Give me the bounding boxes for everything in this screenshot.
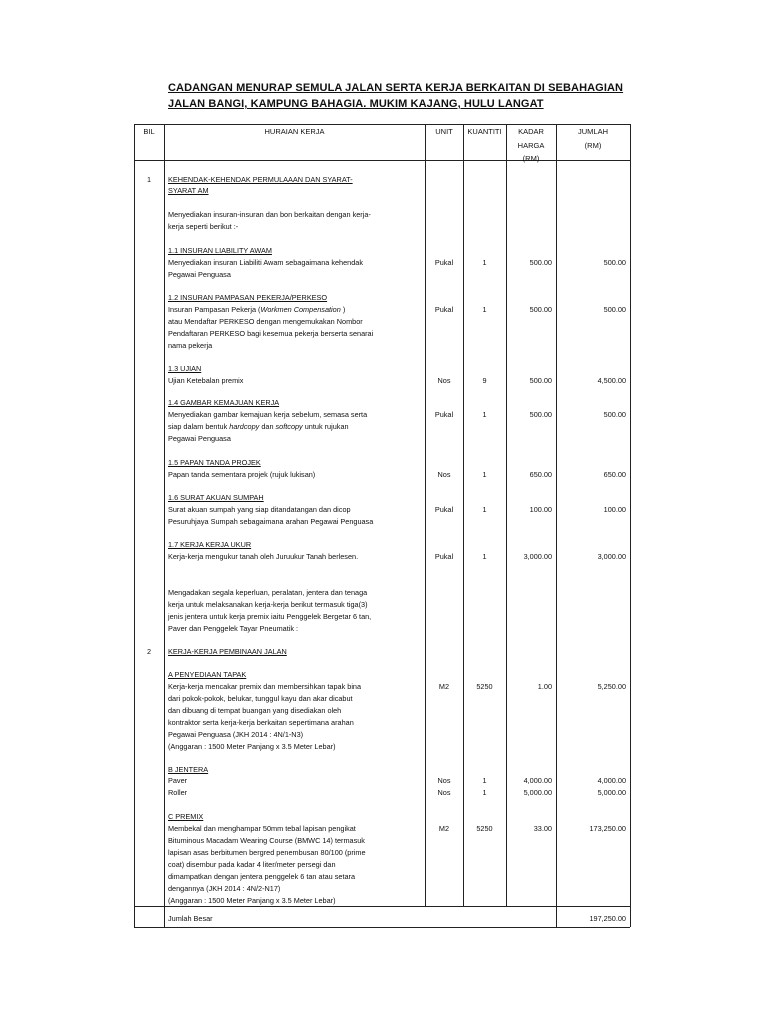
item-b-paver-label: Paver [168, 776, 188, 785]
item-b-paver-rate: 4,000.00 [523, 776, 552, 785]
item-1-2-desc-text: Insuran Pampasan Pekerja ( [168, 305, 261, 314]
item-1-3-qty: 9 [482, 376, 487, 385]
document-title-line-1: CADANGAN MENURAP SEMULA JALAN SERTA KERJA BERKAITAN DI SEBAHAGIAN [168, 82, 624, 94]
item-c-qty: 5250 [476, 824, 493, 833]
item-a-desc-line-4: kontraktor serta kerja-kerja berkaitan sepertimana arahan [168, 718, 354, 727]
item-1-2-title: 1.2 INSURAN PAMPASAN PEKERJA/PERKESO [168, 293, 328, 302]
header-kadar-harga [506, 125, 556, 166]
item-a-title: A PENYEDIAAN TAPAK [168, 670, 247, 679]
item-1-7-unit: Pukal [434, 552, 454, 561]
item-1-2-desc-line-3: Pendaftaran PERKESO bagi kesemua pekerja berserta senarai [168, 329, 374, 338]
item-1-4-desc-line-1: Menyediakan gambar kemajuan kerja sebelum, semasa serta [168, 410, 368, 419]
item-1-6-desc-line-2: Pesuruhjaya Sumpah sebagaimana arahan Pegawai Penguasa [168, 517, 374, 526]
item-1-1-qty: 1 [482, 258, 487, 267]
machinery-note-line-1: Mengadakan segala keperluan, peralatan, jentera dan tenaga [168, 588, 368, 597]
machinery-note-line-2: kerja untuk melaksanakan kerja-kerja berikut termasuk tiga(3) [168, 600, 368, 609]
item-1-3-unit: Nos [437, 376, 451, 385]
item-1-1-desc-line-2: Pegawai Penguasa [168, 270, 231, 279]
item-c-title: C PREMIX [168, 812, 204, 821]
item-1-6-rate: 100.00 [529, 505, 552, 514]
item-1-4-desc-softcopy: softcopy [275, 422, 303, 431]
item-1-2-desc-close: ) [340, 305, 346, 314]
item-1-5-amount: 650.00 [603, 470, 626, 479]
item-b-paver-unit: Nos [437, 776, 451, 785]
item-c-desc-line-2: Bituminous Macadam Wearing Course (BMWC 14) termasuk [168, 836, 365, 845]
item-c-desc-line-4: coat) disembur pada kadar 4 liter/meter persegi dan [168, 860, 336, 869]
machinery-note-line-3: jenis jentera untuk kerja premix iaitu Penggelek Bergetar 6 tan, [168, 612, 372, 621]
item-b-roller-amount: 5,000.00 [597, 788, 626, 797]
item-a-rate: 1.00 [537, 682, 552, 691]
machinery-note-line-4: Paver dan Penggelek Tayar Pneumatik : [168, 624, 299, 633]
item-1-1-title: 1.1 INSURAN LIABILITY AWAM [168, 246, 272, 255]
col-divider-bil [164, 124, 165, 927]
item-1-4-desc-line-3: Pegawai Penguasa [168, 434, 231, 443]
item-1-5-title: 1.5 PAPAN TANDA PROJEK [168, 458, 261, 467]
item-1-4-rate: 500.00 [529, 410, 552, 419]
table-bottom-border [134, 927, 630, 928]
item-1-3-rate: 500.00 [529, 376, 552, 385]
grand-total-amount: 197,250.00 [589, 914, 626, 923]
item-a-desc-line-3: dan dibuang di tempat buangan yang disediakan oleh [168, 706, 342, 715]
item-1-7-title: 1.7 KERJA KERJA UKUR [168, 540, 252, 549]
item-c-desc-line-3: lapisan asas berbitumen bergred penembusan 80/100 (prime [168, 848, 366, 857]
item-1-1-amount: 500.00 [603, 258, 626, 267]
grand-total-label: Jumlah Besar [168, 914, 213, 923]
header-kadar-line-2: HARGA [517, 140, 545, 150]
item-c-desc-line-7: (Anggaran : 1500 Meter Panjang x 3.5 Meter Lebar) [168, 896, 336, 905]
section-2-heading: KERJA-KERJA PEMBINAAN JALAN [168, 647, 287, 656]
item-a-unit: M2 [438, 682, 450, 691]
item-1-4-unit: Pukal [434, 410, 454, 419]
item-1-7-desc-line-1: Kerja-kerja mengukur tanah oleh Juruukur Tanah berlesen. [168, 552, 359, 561]
item-1-2-rate: 500.00 [529, 305, 552, 314]
section-1-intro-line-1: Menyediakan insuran-insuran dan bon berkaitan dengan kerja- [168, 210, 371, 219]
item-1-4-desc-text-e: untuk rujukan [302, 422, 349, 431]
item-1-3-title: 1.3 UJIAN [168, 364, 202, 373]
item-1-7-qty: 1 [482, 552, 487, 561]
item-1-5-unit: Nos [437, 470, 451, 479]
item-b-title: B JENTERA [168, 765, 209, 774]
item-1-4-desc-hardcopy: hardcopy [229, 422, 260, 431]
header-jumlah [556, 125, 630, 152]
item-c-rate: 33.00 [533, 824, 552, 833]
item-b-roller-label: Roller [168, 788, 188, 797]
item-1-2-amount: 500.00 [603, 305, 626, 314]
col-divider-kadar [556, 124, 557, 927]
item-1-2-desc-italic: Workmen Compensation [260, 305, 341, 314]
item-1-7-amount: 3,000.00 [597, 552, 626, 561]
item-1-2-desc-line-2: atau Mendaftar PERKESO dengan mengemukakan Nombor [168, 317, 363, 326]
item-1-6-amount: 100.00 [603, 505, 626, 514]
header-jumlah-line-2: (RM) [584, 140, 602, 150]
item-1-3-amount: 4,500.00 [597, 376, 626, 385]
header-kadar-line-1: KADAR [518, 127, 544, 136]
item-1-4-desc-line-2 [168, 421, 349, 432]
header-unit: UNIT [435, 127, 453, 136]
item-1-7-rate: 3,000.00 [523, 552, 552, 561]
item-1-1-rate: 500.00 [529, 258, 552, 267]
item-b-roller-qty: 1 [482, 788, 487, 797]
item-1-6-qty: 1 [482, 505, 487, 514]
header-kuantiti: KUANTITI [467, 127, 502, 136]
item-1-6-desc-line-1: Surat akuan sumpah yang siap ditandatangan dan dicop [168, 505, 351, 514]
item-c-desc-line-6: dengannya (JKH 2014 : 4N/2-N17) [168, 884, 281, 893]
item-1-4-desc-text-c: dan [259, 422, 276, 431]
item-a-desc-line-2: dari pokok-pokok, belukar, tunggul kayu dan akar dicabut [168, 694, 353, 703]
table-left-border [134, 124, 135, 927]
item-1-4-qty: 1 [482, 410, 487, 419]
item-1-2-unit: Pukal [434, 305, 454, 314]
item-1-4-title: 1.4 GAMBAR KEMAJUAN KERJA [168, 398, 280, 407]
item-a-amount: 5,250.00 [597, 682, 626, 691]
item-a-desc-line-6: (Anggaran : 1500 Meter Panjang x 3.5 Meter Lebar) [168, 742, 336, 751]
item-1-4-amount: 500.00 [603, 410, 626, 419]
section-2-number: 2 [146, 647, 152, 656]
item-b-paver-amount: 4,000.00 [597, 776, 626, 785]
item-c-desc-line-5: dimampatkan dengan jentera penggelek 6 tan atau setara [168, 872, 356, 881]
item-c-amount: 173,250.00 [589, 824, 626, 833]
item-1-3-desc-line-1: Ujian Ketebalan premix [168, 376, 244, 385]
section-1-heading-line-1: KEHENDAK-KEHENDAK PERMULAAAN DAN SYARAT- [168, 175, 353, 184]
item-1-2-qty: 1 [482, 305, 487, 314]
item-1-1-unit: Pukal [434, 258, 454, 267]
item-1-6-title: 1.6 SURAT AKUAN SUMPAH [168, 493, 264, 502]
item-b-paver-qty: 1 [482, 776, 487, 785]
section-1-number: 1 [146, 175, 152, 184]
header-jumlah-line-1: JUMLAH [577, 127, 608, 136]
item-a-desc-line-5: Pegawai Penguasa (JKH 2014 : 4N/1-N3) [168, 730, 304, 739]
header-huraian-kerja: HURAIAN KERJA [264, 127, 325, 136]
header-bil: BIL [143, 127, 155, 136]
document-title-line-2: JALAN BANGI, KAMPUNG BAHAGIA. MUKIM KAJANG, HULU LANGAT [168, 98, 544, 110]
item-1-5-desc-line-1: Papan tanda sementara projek (rujuk lukisan) [168, 470, 316, 479]
item-1-2-desc-line-1 [168, 304, 345, 315]
section-1-heading-line-2: SYARAT AM [168, 186, 209, 195]
item-a-desc-line-1: Kerja-kerja mencakar premix dan membersihkan tapak bina [168, 682, 362, 691]
item-1-2-desc-line-4: nama pekerja [168, 341, 213, 350]
item-1-5-qty: 1 [482, 470, 487, 479]
table-right-border [630, 124, 631, 927]
item-1-6-unit: Pukal [434, 505, 454, 514]
item-b-roller-rate: 5,000.00 [523, 788, 552, 797]
item-c-desc-line-1: Membekal dan menghampar 50mm tebal lapisan pengikat [168, 824, 356, 833]
header-kadar-line-3: (RM) [522, 154, 540, 163]
item-a-qty: 5250 [476, 682, 493, 691]
item-1-1-desc-line-1: Menyediakan insuran Liabiliti Awam sebagaimana kehendak [168, 258, 363, 267]
section-1-intro-line-2: kerja seperti berikut :- [168, 222, 239, 231]
item-b-roller-unit: Nos [437, 788, 451, 797]
item-1-4-desc-text-a: siap dalam bentuk [168, 422, 230, 431]
item-c-unit: M2 [438, 824, 450, 833]
item-1-5-rate: 650.00 [529, 470, 552, 479]
